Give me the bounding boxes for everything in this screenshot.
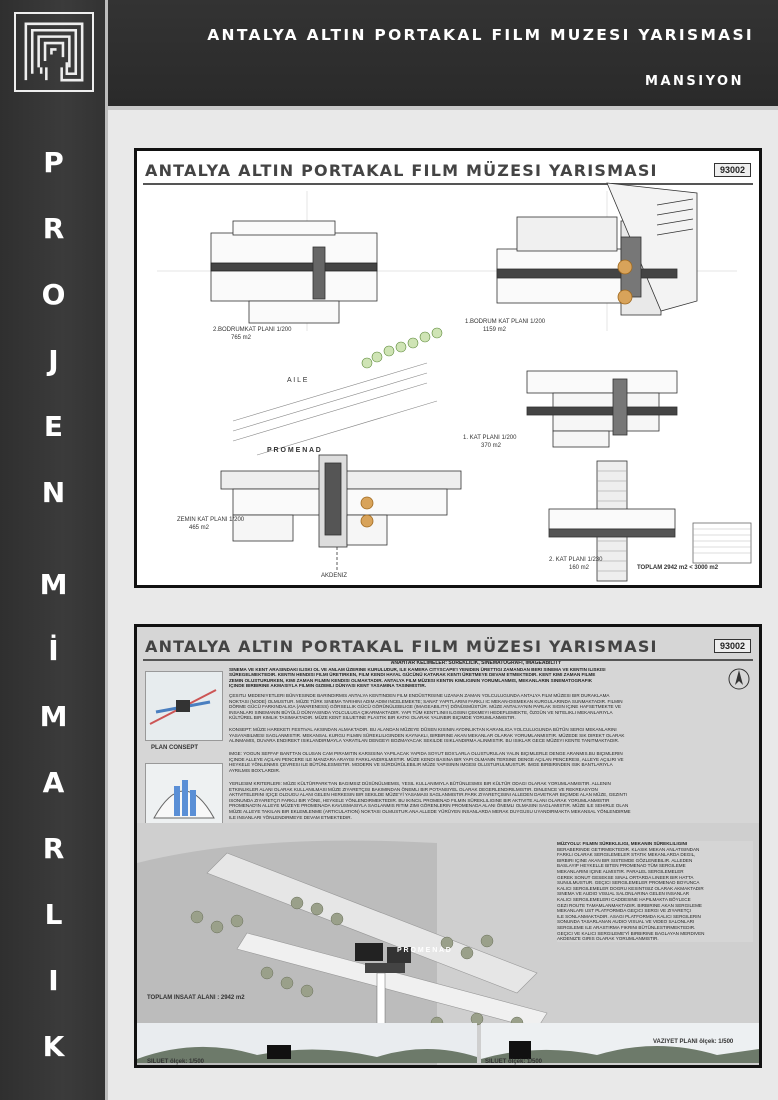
- yerlesim-line: ILE INSANLARI YÖNLENDIRMEYE DEVAM ETMEKTEDIR.: [229, 814, 352, 820]
- silhouette-label-2: SILUET ölçek: 1/500: [485, 1059, 543, 1065]
- imge-line: IMGE: YOGUN SEFFAF BANTTAN OLUSAN CAM PIRAMITIN KARSISINA YAPILACAK YAPIDA SOYUT BOX'LARLA OLUSTURULAN YALIN BIÇIMLERLE DENGE ARANMIS.BU BIÇIMLERIN: [229, 751, 623, 756]
- muzeyolu-line: GEREK SONUT GESEKSE SINAL ORTARDA LINEER BIR HATTA: [557, 874, 694, 880]
- plan-area-b1: 1159 m2: [483, 327, 506, 333]
- yerlesim-line: ISONUNDA ZIYARETÇI'I FARKLI BIR YÖNE, HEYKELE YÖNLENDIRMEKTEDIR. BU IKINCIL PROMENAD FILMIN SÜREKLILIGINE BIR AKTIVITE ALANI OLARAK YORUMLANMISTIR: [229, 797, 610, 803]
- konsept-line: KONSEPT: MÜZE HAREKETI FESTIVAL AKSINDAN ALMAKTADIR. BU ALANDAN MÜZEYE DÜSEN KISININ AYDINLIKTAN KARANLIGA YOLCULUGUNDA BÜTÜN SERGI MEKANLARINI: [229, 727, 617, 732]
- muzeyolu-line: GEÇICI VE KALICI SERGILEME'Yİ BIRBIRINE BAGLAYAN MERDIVEN: [557, 930, 705, 936]
- silhouette-label-1: SILUET ölçek: 1/500: [147, 1059, 205, 1065]
- north-arrow-icon: [727, 667, 751, 691]
- muzeyolu-line: ILE SONLANMAKTADIR. ASAGI PLATFORMDA KALICI SERGILERIN: [557, 913, 701, 919]
- body-line: DÖRME GÜCÜ FARKINDALIGA (AWARENESS) GÖRSELLIK GÜCÜ GÖRÜNÜLEBILIGE (IMAGEABILITY) DÖNÜSMÜSTÜR. MÜZE ANTALYA'NIN PARLAK SIGIN IÇINE HAFSETMEKTE VE: [229, 704, 622, 710]
- muzeyolu-line: SERGILEME ILE ARASTIRMA FIKRINI BÜTÜNLESTIRMEKTEDIR.: [557, 924, 696, 930]
- konsept-line: YASAYABILMESI SAGLANMISTIR. MEKANSAL KURGU FILMIN SÜREKLILIGINDEN KAYNAKLI, BIRBIRINE AKAN MEKANLAR OLARAK YORUMLANMISTIR. MÜZEDE SIK DIREKT OLARAK: [229, 732, 625, 738]
- keywords-line: ANAHTAR KELIMELER: SÜREKLILIK, SINEMATOGRAFI, IMAGEABILITY: [390, 661, 562, 666]
- side-letter: M: [39, 700, 69, 733]
- plans-board: [134, 148, 762, 588]
- aile-label: A I L E: [287, 377, 308, 384]
- plan-label-f1: 1. KAT PLANI 1/200: [463, 435, 517, 441]
- intro-line: ZEMIN OLUSTURURKEN, KIMI ZAMAN FILMIN KENDISI OLMAKTADIR. ANTALYA FILM MÜZESI KENTIN KIMLIGININ YORUMLANMIS, MEKANLARIN SINEMATOGRAFIK: [229, 677, 593, 683]
- muzeyolu-line: SINEMA VE AUDIO VISUAL SALONLARINA GELEN INSANLAR: [557, 891, 690, 897]
- side-letter: L: [44, 898, 64, 931]
- muzeyolu-line: KALICI SERGILEMELERI CADDESINE HAPILMAKTA BÖYLECE: [557, 896, 691, 902]
- muzeyolu-line: BERABERINDE GETIRMEKTEDIR. KLASIK MEKAN ANLATISINDAN: [557, 846, 700, 852]
- plan-area-zemin: 465 m2: [189, 525, 210, 531]
- yerlesim-text: [229, 781, 751, 820]
- side-letter: E: [43, 410, 65, 443]
- side-letter: R: [42, 832, 66, 865]
- konsept-text: [229, 727, 751, 744]
- plan-concept-label: PLAN CONSEPT: [151, 745, 199, 751]
- plan-area-f1: 370 m2: [481, 443, 502, 449]
- body-line: ÇESITLI MEDENIYETLERI BÜNYESINDE BARINDIRMIS ANTALYA KENTINDEN FILM ENDÜSTRISINE UZANAN ZAMAN YOLCULUGUNDA ANTALYA FILM MÜZESI BIR DURAKLAMA: [229, 693, 610, 698]
- muzeyolu-line: MEKANLARI UST PLATFORMDA GEÇICI SERGI VE ZIYARETÇI: [557, 908, 692, 914]
- imge-line: AYRILMIS BOX'LARDIR.: [229, 767, 281, 773]
- intro-text: [229, 661, 723, 689]
- imge-line: HEYKELE YÖNLENMIS ÇEVRESI ILE BÜTÜNLESMISTIR. MODERN VE SÜRDÜRÜLEBILIR MÜZE YAPISININ IMGESI OLUSTURULMUSTUR. IMGE BIRBIRINDEN ISIK BANTLARIYLA: [229, 762, 613, 768]
- side-letter: I: [48, 964, 60, 997]
- plan-area-b2: 765 m2: [231, 335, 252, 341]
- side-letter: N: [41, 476, 67, 509]
- board-code: 93002: [714, 639, 751, 653]
- area-total-label: TOPLAM 2942 m2 < 3000 m2: [637, 565, 719, 571]
- section-concept-sketch: [146, 764, 222, 828]
- side-letter: M: [39, 568, 69, 601]
- plan-area-f2: 160 m2: [569, 565, 590, 571]
- page-header: [108, 0, 778, 110]
- intro-line: SINEMA VE KENT ARASINDAKI ILISKI OL VE ANLAM ÜZERINE KURULUDUR, ILE KAMERA CITYSCAPE'I YENIDEN ÜRETTIGI ZAMANDAN BERI SINEMA VE KENTIN ILISKISI: [229, 666, 606, 672]
- section-concept-image: [145, 763, 223, 829]
- muzeyolu-line: MEKANLARINI IÇINE ALMISTIR. PARALEL SERGILEMELER: [557, 868, 684, 874]
- intro-line: IÇINDE BIRBIRINE AKMASIYLA FILMIN GIZEMLI DÜNYASI KENT YASAMINA TASINMISTIR.: [229, 683, 427, 689]
- konsept-line: ALINMAMIS, DUVARA ENDIREKT ISIKLANDIRMAYLA YARATILAN DENGEYI BOZMAYACAK SEKILDE ISIKLANDIRMA ALINMISTIR. BU ISIKLAR GECE MÜZEYI KENTE TANITMAKTADIR.: [229, 738, 620, 744]
- muzeyolu-line: BIRBIRI IÇINE AKAN BIR SISTEMDE GÖZLENEBILIR. ALLEDEN: [557, 857, 693, 863]
- left-sidebar: [0, 0, 108, 1100]
- body-text: [229, 693, 751, 721]
- board-title: ANTALYA ALTIN PORTAKAL FILM MÜZESI YARISMASI: [145, 636, 658, 656]
- yerlesim-line: MÜZE ALLEYE TAKILAN BIR EKLEMLENME (ARTICULATION) NOKTASI OLMUSTUR.ANA ALLEDE YÜRÜYEN INSANLARDA MERAK DUYGUSU UYANDIRMAKTA MEKANSAL YÖNLENDIRME: [229, 808, 631, 814]
- board-header: [145, 633, 751, 659]
- office-logo: [14, 12, 94, 92]
- body-line: INSANLARI SINEMANIN BÜYÜLÜ DÜNYASINDA YOLCULUGA ÇIKARMAKTADIR. YAPI TÜM KENT'LINIII ILGISINI ÇEKMEYI HEDEFLEMEKTE, ÖZGÜN VE NITELIKLI MEKANLARIYLA: [229, 709, 613, 715]
- side-letter: J: [48, 344, 60, 377]
- muzeyolu-line: SONUNDA TASARLANAN AUDIO VISUAL VE VIDEO SALONLARI: [557, 919, 695, 925]
- yerlesim-line: ETKINLIKLER ALANI OLARAK KULLANILMASI MÜZE ZIYARETÇISI BAKIMINDAN ÖNEMLI BIR POTANSIYEL OLARAK DEGERLENDIRILMISTIR. DINLENCE VE REKREASYON: [229, 786, 598, 792]
- total-area-label: TOPLAM INSAAT ALANI : 2942 m2: [147, 995, 245, 1001]
- board-title: ANTALYA ALTIN PORTAKAL FILM MÜZESI YARISMASI: [145, 160, 658, 180]
- side-letter: A: [42, 766, 66, 799]
- body-line: NOKTASI (NODE) OLMUSTUR. MÜZE TÜRK SINEMA TARIHINI ADIM ADIM INCELEMEKTE; SANAT YAPITLARINI FARKLI IC MEKAN-DISMEKAN KURGULARINDA SUNMAKTADIR. FILMIN: [229, 698, 623, 704]
- yerlesim-line: YERLESIM KRITERLERI: MÜZE KÜLTÜRPARK'TAN BAGIMSIZ DÜSÜNÜLMEMIS, YESIL KULLANIMIYLA BÜTÜNLESMIS BIR KÜLTÜR ODAGI OLARAK YORUMLANMISTIR. ALLENIN: [229, 781, 611, 786]
- side-letter: K: [42, 1030, 66, 1063]
- plan-label-f2: 2. KAT PLANI 1/230: [549, 557, 603, 563]
- imge-text: [229, 751, 751, 773]
- muzeyolu-line: AKDENIZ'E GIRIS OLARAK YORUMLANMISTIR.: [557, 936, 659, 942]
- plan-concept-image: [145, 671, 223, 741]
- muzeyolu-line: FARKLI OLARAK SERGILEMELER STATIK MEKANLARDA DEGIL,: [557, 852, 696, 858]
- award-label: MANSIYON: [645, 74, 744, 89]
- plan-label-zemin: ZEMIN KAT PLANI 1/200: [177, 517, 245, 523]
- muzeyolu-line: KALICI SERGILEMELER DOGRU KESINTISIZ OLARAK AKMAKTADIR: [557, 885, 704, 891]
- muzeyolu-line: MÜZYOLU: FILMIN SÜREKLILIGI, MEKANIN SÜREKLILIGINI: [557, 841, 688, 846]
- plan-concept-sketch: [146, 672, 222, 740]
- muzeyolu-line: GEZI ROUTE TAMAMLANMAKTADIR. BIRBIRINE AKAN SERGILEME: [557, 902, 702, 908]
- promenade-label: P R O M E N A D: [267, 447, 321, 454]
- site-plan-scale-label: VAZIYET PLANI ölçek: 1/500: [653, 1039, 734, 1045]
- side-letter: R: [42, 212, 66, 245]
- akdeniz-label: AKDENIZ: [321, 573, 348, 579]
- plan-label-b2: 2.BODRUMKAT PLANI 1/200: [213, 327, 292, 333]
- competition-title: ANTALYA ALTIN PORTAKAL FILM MUZESI YARISMASI: [207, 26, 754, 44]
- yerlesim-line: PROMENAD'IN ALLEYE MÜZEYE PROMENADA KAVUSMASIYLA SAGLANMIS RITIM ZIMI GÖRENLERIN PROMENADA ALANI ÖNEMLI OLMASINI SAGLAMISTIR. MÜZE ILE SEHIRLE OLAN: [229, 803, 629, 809]
- board-code: 93002: [714, 163, 751, 177]
- muzeyolu-text: [557, 841, 753, 942]
- yerlesim-line: AKTIVITELERINI IÇIÇE OLDUGU ALANI GELEN HERKESIN BIR SEKILDE MÜZE'Yİ YASAMASI SAGLANMISTIR.PARK ZIYARETÇISINI ALLEDEN DAVETKAR BIÇIMDE ALAN MÜZE, GEZINTI: [229, 792, 627, 798]
- intro-line: SÜREGELMEKTEDIR. KENTIN HENDISI FILMI ÜRETIRKEN, FILM KENDI HAYAL GÜCÜNÜ KATARAK KENTI ÜRETMEYE DEVAM ETMEKTEDIR. KENT KIMI ZAMAN FILME: [229, 672, 596, 678]
- body-line: KÜLTÜREL BIR KIMLIK TASIMAKTADIR. MÜZE KENT SILUETINE PLASTIK BIR KATKI OLARAK YALINBIR BIÇIMDE YORUMLANMISTIR.: [229, 715, 516, 721]
- vertical-office-name: [0, 140, 108, 1100]
- promenad-site-label: P R O M E N A D: [397, 947, 451, 954]
- side-letter: P: [43, 146, 65, 179]
- side-letter: İ: [48, 634, 60, 667]
- plan-label-b1: 1.BODRUM KAT PLANI 1/200: [465, 319, 546, 325]
- muzeyolu-line: BASLAYIP HEYKELLE BITEN PROMENAD TÜM SERGILEME: [557, 863, 686, 869]
- muzeyolu-line: SUNULMUSTUR. GEÇICI SERGILEMELER PROMENAD BOYUNCA: [557, 880, 700, 886]
- logo-emblem-icon: [22, 20, 86, 84]
- imge-line: IÇINDE ALLEYE AÇILAN PENCERE ILE MANZARA ARAYISI FARKLANDIRILMISTIR. MÜZE KENDI BASINA BIR YAPI OLMANIN TERSINE DENGE AÇILAN PENCERESI, ALLEYE AÇILIRI VE: [229, 756, 624, 762]
- side-letter: O: [41, 278, 67, 311]
- concept-board: [134, 624, 762, 1068]
